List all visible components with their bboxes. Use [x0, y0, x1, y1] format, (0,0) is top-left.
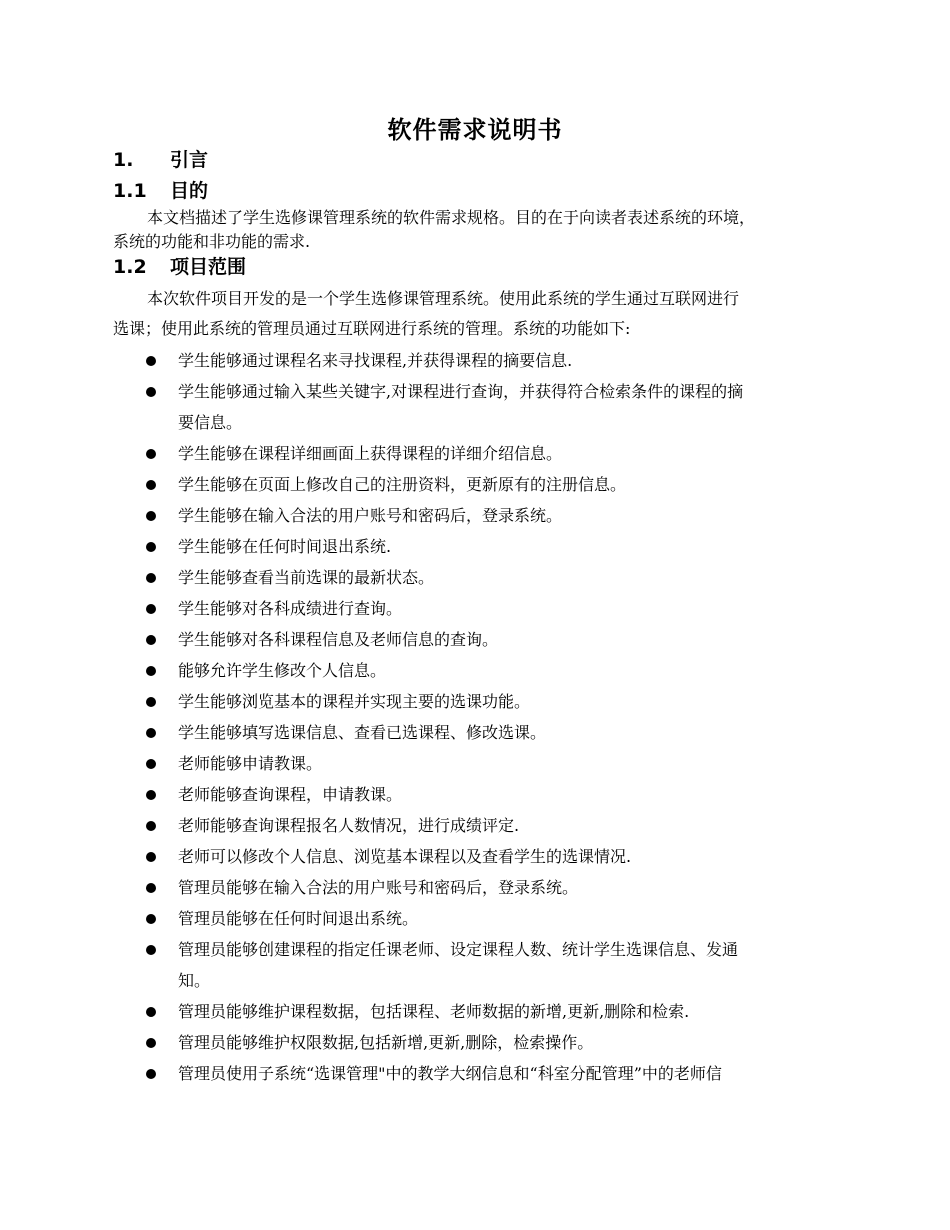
bullet-icon [146, 573, 156, 583]
list-item-text: 学生能够在页面上修改自己的注册资料，更新原有的注册信息。 [178, 475, 627, 494]
bullet-icon [146, 449, 156, 459]
list-item-text: 学生能够在任何时间退出系统. [178, 537, 392, 556]
section-title: 引言 [170, 149, 209, 171]
section-number: 1.1 [113, 180, 147, 202]
list-item-text: 老师能够查询课程，申请教课。 [178, 785, 403, 804]
list-item-text: 学生能够查看当前选课的最新状态。 [178, 568, 435, 587]
list-item [113, 593, 873, 624]
list-item [113, 531, 873, 562]
bullet-icon [146, 697, 156, 707]
list-item [113, 934, 873, 996]
list-item-text: 管理员能够在任何时间退出系统。 [178, 909, 419, 928]
bullet-icon [146, 790, 156, 800]
list-item-text: 管理员能够维护课程数据，包括课程、老师数据的新增,更新,删除和检索. [178, 1002, 690, 1021]
paragraph-line: 系统的功能和非功能的需求. [113, 232, 311, 251]
list-item-text: 老师可以修改个人信息、浏览基本课程以及查看学生的选课情况. [178, 847, 632, 866]
list-item [113, 1058, 873, 1089]
list-item [113, 810, 873, 841]
bullet-icon [146, 759, 156, 769]
list-item [113, 872, 873, 903]
document-title: 软件需求说明书 [387, 116, 563, 144]
purpose-paragraph [113, 206, 861, 254]
bullet-icon [146, 480, 156, 490]
bullet-icon [146, 635, 156, 645]
bullet-icon [146, 1038, 156, 1048]
list-item-text: 学生能够在输入合法的用户账号和密码后，登录系统。 [178, 506, 563, 525]
list-item [113, 655, 873, 686]
paragraph-line: 本文档描述了学生选修课管理系统的软件需求规格。目的在于向读者表述系统的环境， [147, 208, 756, 227]
list-item-text: 学生能够对各科成绩进行查询。 [178, 599, 403, 618]
list-item [113, 996, 873, 1027]
bullet-icon [146, 604, 156, 614]
paragraph-line: 选课；使用此系统的管理员通过互联网进行系统的管理。系统的功能如下: [113, 319, 631, 338]
bullet-icon [146, 387, 156, 397]
bullet-icon [146, 821, 156, 831]
bullet-icon [146, 356, 156, 366]
paragraph-line: 本次软件项目开发的是一个学生选修课管理系统。使用此系统的学生通过互联网进行 [147, 289, 740, 308]
section-heading-introduction [113, 147, 208, 173]
list-item [113, 345, 873, 376]
list-item-text: 学生能够浏览基本的课程并实现主要的选课功能。 [178, 692, 531, 711]
list-item [113, 779, 873, 810]
section-heading-purpose [113, 178, 208, 204]
list-item [113, 686, 873, 717]
bullet-icon [146, 666, 156, 676]
list-item-text: 能够允许学生修改个人信息。 [178, 661, 387, 680]
list-item-text: 老师能够申请教课。 [178, 754, 323, 773]
section-title: 目的 [170, 180, 209, 202]
list-item-text: 学生能够通过课程名来寻找课程,并获得课程的摘要信息. [178, 351, 573, 370]
section-number: 1.2 [113, 256, 147, 278]
list-item [113, 1027, 873, 1058]
list-item [113, 500, 873, 531]
bullet-icon [146, 1069, 156, 1079]
list-item [113, 748, 873, 779]
list-item-text: 管理员能够在输入合法的用户账号和密码后，登录系统。 [178, 878, 579, 897]
list-item-text: 管理员能够创建课程的指定任课老师、设定课程人数、统计学生选课信息、发通 [178, 940, 739, 959]
bullet-icon [146, 852, 156, 862]
section-title: 项目范围 [170, 256, 247, 278]
list-item-text-continued: 要信息。 [178, 413, 243, 432]
bullet-icon [146, 1007, 156, 1017]
list-item [113, 903, 873, 934]
section-number: 1. [113, 149, 134, 171]
list-item [113, 562, 873, 593]
list-item-text: 学生能够对各科课程信息及老师信息的查询。 [178, 630, 499, 649]
feature-list [113, 345, 873, 1089]
list-item [113, 438, 873, 469]
scope-paragraph [113, 284, 861, 344]
bullet-icon [146, 945, 156, 955]
list-item [113, 376, 873, 438]
list-item [113, 717, 873, 748]
list-item-text: 管理员能够维护权限数据,包括新增,更新,删除，检索操作。 [178, 1033, 594, 1052]
bullet-icon [146, 728, 156, 738]
bullet-icon [146, 883, 156, 893]
bullet-icon [146, 542, 156, 552]
list-item-text: 学生能够在课程详细画面上获得课程的详细介绍信息。 [178, 444, 563, 463]
list-item-text: 老师能够查询课程报名人数情况，进行成绩评定. [178, 816, 520, 835]
list-item-text: 学生能够填写选课信息、查看已选课程、修改选课。 [178, 723, 547, 742]
bullet-icon [146, 511, 156, 521]
section-heading-scope [113, 254, 246, 280]
list-item-text: 管理员使用子系统“选课管理"中的教学大纲信息和“科室分配管理”中的老师信 [178, 1064, 722, 1083]
list-item [113, 841, 873, 872]
list-item [113, 624, 873, 655]
list-item-text: 学生能够通过输入某些关键字,对课程进行查询，并获得符合检索条件的课程的摘 [178, 382, 744, 401]
bullet-icon [146, 914, 156, 924]
list-item [113, 469, 873, 500]
list-item-text-continued: 知。 [178, 971, 211, 990]
